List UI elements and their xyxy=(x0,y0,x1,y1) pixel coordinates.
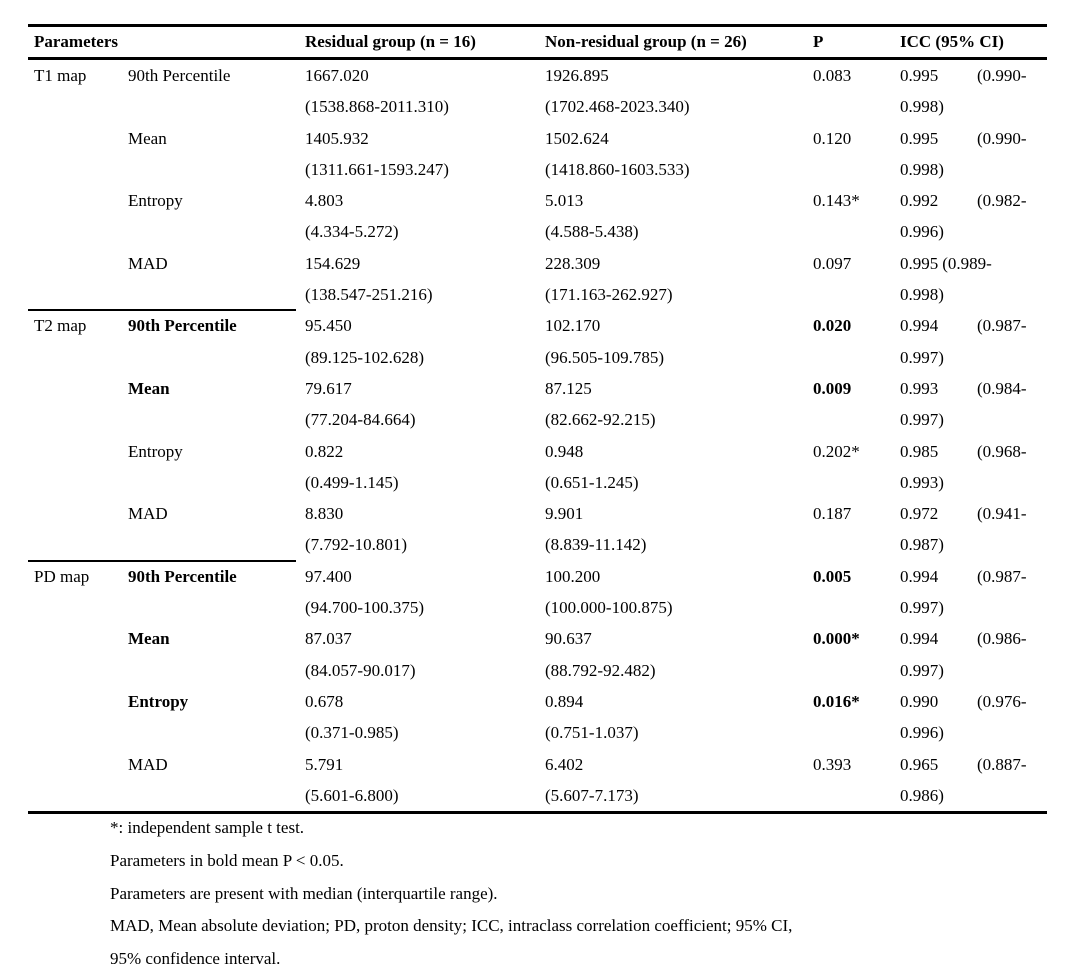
stat-label: MAD xyxy=(128,504,168,524)
p-value-empty xyxy=(813,342,900,373)
stat-label: Mean xyxy=(128,629,170,649)
header-non-residual-group: Non-residual group (n = 26) xyxy=(545,32,747,51)
icc-value: 0.992 xyxy=(900,191,939,211)
stat-label: 90th Percentile xyxy=(128,566,237,586)
section-t2-map xyxy=(28,310,1047,560)
stat-label: MAD xyxy=(128,253,168,273)
icc-ci-end: 0.987) xyxy=(900,535,944,555)
stat-label: Mean xyxy=(128,378,170,398)
residual-range: (138.547-251.216) xyxy=(305,285,433,305)
p-value: 0.187 xyxy=(813,504,852,524)
p-value: 0.020 xyxy=(813,316,852,336)
map-label-empty xyxy=(28,655,128,686)
icc-ci-start: (0.987- xyxy=(977,316,1027,336)
non-residual-range: (82.662-92.215) xyxy=(545,410,656,430)
p-value: 0.083 xyxy=(813,66,852,85)
p-value-empty xyxy=(813,91,900,122)
non-residual-value: 1926.895 xyxy=(545,66,609,85)
icc-value: 0.994 xyxy=(900,316,939,336)
map-label xyxy=(28,248,128,279)
footnote-line: Parameters in bold mean P < 0.05. xyxy=(110,850,344,870)
stat-label: Mean xyxy=(128,128,167,148)
icc-value-and-ci-start xyxy=(900,310,1047,341)
p-value: 0.016* xyxy=(813,691,860,711)
map-label-empty xyxy=(28,404,128,435)
map-label-empty xyxy=(28,780,128,811)
icc-value: 0.985 xyxy=(900,441,939,461)
icc-ci-end: 0.997) xyxy=(900,410,944,430)
icc-value-and-ci-start xyxy=(900,498,1047,529)
residual-range: (7.792-10.801) xyxy=(305,535,407,555)
icc-ci-start: (0.968- xyxy=(977,441,1027,461)
non-residual-range: (1702.468-2023.340) xyxy=(545,97,690,117)
icc-value: 0.995 xyxy=(900,66,939,85)
section-divider-rule xyxy=(28,309,296,311)
map-label xyxy=(28,623,128,654)
icc-ci-start: (0.887- xyxy=(977,754,1027,774)
p-value: 0.202* xyxy=(813,441,860,461)
non-residual-range: (100.000-100.875) xyxy=(545,598,673,618)
residual-range: (94.700-100.375) xyxy=(305,598,424,618)
residual-value: 4.803 xyxy=(305,191,344,211)
icc-value: 0.990 xyxy=(900,691,939,711)
p-value-empty xyxy=(813,154,900,185)
results-table xyxy=(28,24,1047,814)
residual-value: 1667.020 xyxy=(305,66,369,85)
non-residual-value: 0.948 xyxy=(545,441,584,461)
icc-ci-end: 0.998) xyxy=(900,159,944,179)
stat-label: 90th Percentile xyxy=(128,316,237,336)
residual-value: 87.037 xyxy=(305,629,352,649)
stat-label-empty xyxy=(128,154,305,185)
stat-label-empty xyxy=(128,467,305,498)
p-value-empty xyxy=(813,717,900,748)
table-header-row xyxy=(28,27,1047,57)
non-residual-value: 228.309 xyxy=(545,253,601,273)
p-value-empty xyxy=(813,404,900,435)
stat-label-empty xyxy=(128,529,305,560)
table-body xyxy=(28,60,1047,811)
icc-ci-end: 0.998) xyxy=(900,285,944,305)
non-residual-value: 6.402 xyxy=(545,754,584,774)
map-label-empty xyxy=(28,216,128,247)
non-residual-value: 100.200 xyxy=(545,566,601,586)
icc-value-and-ci-start xyxy=(900,60,1047,91)
residual-value: 0.678 xyxy=(305,691,344,711)
icc-ci-end: 0.986) xyxy=(900,785,944,805)
residual-range: (89.125-102.628) xyxy=(305,347,424,367)
icc-value: 0.972 xyxy=(900,504,939,524)
map-label xyxy=(28,498,128,529)
residual-value: 0.822 xyxy=(305,441,344,461)
map-label: PD map xyxy=(34,566,90,586)
footnote-line: 95% confidence interval. xyxy=(110,949,281,969)
icc-value-and-ci-start xyxy=(900,123,1047,154)
section-pd-map xyxy=(28,561,1047,811)
section-divider-rule xyxy=(28,560,296,562)
footnotes xyxy=(110,812,792,976)
icc-ci-end: 0.997) xyxy=(900,598,944,618)
residual-value: 8.830 xyxy=(305,504,344,524)
icc-value-and-ci-start xyxy=(900,185,1047,216)
stat-label-empty xyxy=(128,279,305,310)
header-parameters: Parameters xyxy=(34,32,119,51)
icc-ci-end: 0.997) xyxy=(900,660,944,680)
icc-value: 0.994 xyxy=(900,566,939,586)
icc-value-and-ci-start xyxy=(900,749,1047,780)
icc-value: 0.993 xyxy=(900,378,939,398)
residual-range: (1311.661-1593.247) xyxy=(305,159,449,179)
stat-label-empty xyxy=(128,780,305,811)
icc-value: 0.995 xyxy=(900,253,939,273)
residual-range: (0.499-1.145) xyxy=(305,472,399,492)
icc-ci-end: 0.993) xyxy=(900,472,944,492)
stat-label-empty xyxy=(128,216,305,247)
residual-range: (1538.868-2011.310) xyxy=(305,97,449,117)
icc-value-and-ci-start xyxy=(900,686,1047,717)
icc-value-and-ci-start xyxy=(900,623,1047,654)
residual-value: 95.450 xyxy=(305,316,352,336)
p-value-empty xyxy=(813,529,900,560)
map-label xyxy=(28,123,128,154)
non-residual-value: 0.894 xyxy=(545,691,584,711)
non-residual-range: (4.588-5.438) xyxy=(545,222,639,242)
non-residual-range: (0.751-1.037) xyxy=(545,723,639,743)
header-residual-group: Residual group (n = 16) xyxy=(305,32,476,51)
non-residual-value: 5.013 xyxy=(545,191,584,211)
non-residual-value: 102.170 xyxy=(545,316,601,336)
icc-ci-end: 0.996) xyxy=(900,723,944,743)
residual-range: (84.057-90.017) xyxy=(305,660,416,680)
icc-ci-start: (0.941- xyxy=(977,504,1027,524)
p-value: 0.143* xyxy=(813,191,860,211)
icc-value: 0.994 xyxy=(900,629,939,649)
icc-ci-start: (0.984- xyxy=(977,378,1027,398)
stat-label: Entropy xyxy=(128,191,183,211)
residual-value: 1405.932 xyxy=(305,128,369,148)
p-value: 0.393 xyxy=(813,754,852,774)
map-label xyxy=(28,749,128,780)
stat-label: Entropy xyxy=(128,691,189,711)
non-residual-value: 87.125 xyxy=(545,378,592,398)
header-icc: ICC (95% CI) xyxy=(900,32,1004,51)
map-label xyxy=(28,686,128,717)
map-label-empty xyxy=(28,467,128,498)
stat-label-empty xyxy=(128,717,305,748)
map-label-empty xyxy=(28,154,128,185)
map-label-empty xyxy=(28,279,128,310)
icc-value-and-ci-start xyxy=(900,561,1047,592)
non-residual-range: (88.792-92.482) xyxy=(545,660,656,680)
non-residual-range: (1418.860-1603.533) xyxy=(545,159,690,179)
non-residual-range: (96.505-109.785) xyxy=(545,347,664,367)
icc-ci-start: (0.987- xyxy=(977,566,1027,586)
p-value-empty xyxy=(813,216,900,247)
footnote-line: MAD, Mean absolute deviation; PD, proton density; ICC, intraclass correlation coefficient; 95% CI, xyxy=(110,916,793,936)
icc-ci-start: (0.990- xyxy=(977,128,1027,148)
map-label xyxy=(28,185,128,216)
non-residual-value: 1502.624 xyxy=(545,128,609,148)
residual-range: (77.204-84.664) xyxy=(305,410,416,430)
stat-label-empty xyxy=(128,404,305,435)
icc-value-and-ci-start xyxy=(900,373,1047,404)
icc-ci-end: 0.996) xyxy=(900,222,944,242)
non-residual-value: 90.637 xyxy=(545,629,592,649)
icc-value: 0.995 xyxy=(900,128,939,148)
icc-value-and-ci-start xyxy=(900,248,1047,279)
stat-label-empty xyxy=(128,655,305,686)
non-residual-range: (171.163-262.927) xyxy=(545,285,673,305)
icc-ci-end: 0.998) xyxy=(900,97,944,117)
stat-label-empty xyxy=(128,592,305,623)
p-value-empty xyxy=(813,592,900,623)
residual-range: (5.601-6.800) xyxy=(305,785,399,805)
non-residual-range: (5.607-7.173) xyxy=(545,785,639,805)
p-value: 0.120 xyxy=(813,128,852,148)
map-label: T1 map xyxy=(34,66,87,85)
map-label xyxy=(28,373,128,404)
non-residual-range: (8.839-11.142) xyxy=(545,535,647,555)
map-label: T2 map xyxy=(34,316,87,336)
section-t1-map xyxy=(28,60,1047,310)
p-value-empty xyxy=(813,655,900,686)
p-value: 0.009 xyxy=(813,378,852,398)
residual-value: 5.791 xyxy=(305,754,344,774)
map-label-empty xyxy=(28,717,128,748)
map-label-empty xyxy=(28,91,128,122)
p-value-empty xyxy=(813,780,900,811)
stat-label-empty xyxy=(128,91,305,122)
footnote-line: Parameters are present with median (interquartile range). xyxy=(110,883,498,903)
icc-value: 0.965 xyxy=(900,754,939,774)
non-residual-value: 9.901 xyxy=(545,504,584,524)
map-label-empty xyxy=(28,592,128,623)
icc-ci-start: (0.989- xyxy=(942,253,992,273)
icc-ci-end: 0.997) xyxy=(900,347,944,367)
header-p-value: P xyxy=(813,32,824,51)
icc-ci-start: (0.986- xyxy=(977,629,1027,649)
footnote-line: *: independent sample t test. xyxy=(110,818,305,837)
p-value-empty xyxy=(813,467,900,498)
p-value: 0.097 xyxy=(813,253,852,273)
residual-value: 154.629 xyxy=(305,253,361,273)
icc-ci-start: (0.990- xyxy=(977,66,1027,85)
stat-label: MAD xyxy=(128,754,168,774)
icc-value-and-ci-start xyxy=(900,436,1047,467)
icc-ci-start: (0.982- xyxy=(977,191,1027,211)
non-residual-range: (0.651-1.245) xyxy=(545,472,639,492)
p-value: 0.000* xyxy=(813,629,860,649)
residual-range: (0.371-0.985) xyxy=(305,723,399,743)
map-label-empty xyxy=(28,342,128,373)
residual-value: 79.617 xyxy=(305,378,352,398)
map-label-empty xyxy=(28,529,128,560)
stat-label: 90th Percentile xyxy=(128,66,231,85)
map-label xyxy=(28,436,128,467)
stat-label-empty xyxy=(128,342,305,373)
residual-range: (4.334-5.272) xyxy=(305,222,399,242)
p-value-empty xyxy=(813,279,900,310)
p-value: 0.005 xyxy=(813,566,852,586)
residual-value: 97.400 xyxy=(305,566,352,586)
stat-label: Entropy xyxy=(128,441,183,461)
icc-ci-start: (0.976- xyxy=(977,691,1027,711)
